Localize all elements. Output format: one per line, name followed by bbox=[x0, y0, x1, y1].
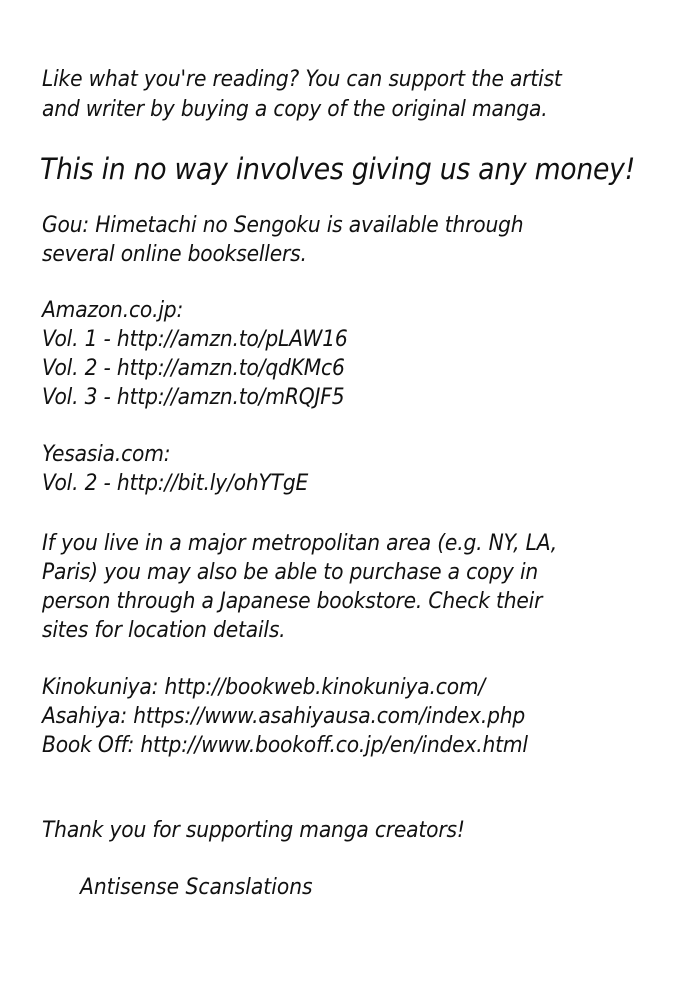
signature: Antisense Scanslations bbox=[80, 875, 313, 900]
metro-line-3: person through a Japanese bookstore. Check their bbox=[42, 589, 543, 614]
store-kinokuniya-link[interactable]: Kinokuniya: http://bookweb.kinokuniya.com/ bbox=[42, 675, 486, 700]
metro-line-2: Paris) you may also be able to purchase a copy in bbox=[42, 560, 539, 585]
amazon-heading: Amazon.co.jp: bbox=[42, 298, 184, 323]
yesasia-heading: Yesasia.com: bbox=[42, 442, 171, 467]
amazon-vol3-link[interactable]: Vol. 3 - http://amzn.to/mRQJF5 bbox=[42, 385, 345, 410]
store-asahiya-link[interactable]: Asahiya: https://www.asahiyausa.com/index.php bbox=[42, 704, 526, 729]
headline: This in no way involves giving us any money! bbox=[40, 152, 636, 186]
store-bookoff-link[interactable]: Book Off: http://www.bookoff.co.jp/en/index.html bbox=[42, 733, 528, 758]
yesasia-vol2-link[interactable]: Vol. 2 - http://bit.ly/ohYTgE bbox=[42, 471, 309, 496]
amazon-vol2-link[interactable]: Vol. 2 - http://amzn.to/qdKMc6 bbox=[42, 356, 345, 381]
thanks-message: Thank you for supporting manga creators! bbox=[42, 818, 465, 843]
intro-line-1: Like what you're reading? You can support the artist bbox=[42, 67, 562, 92]
metro-line-1: If you live in a major metropolitan area (e.g. NY, LA, bbox=[42, 531, 558, 556]
availability-line-2: several online booksellers. bbox=[42, 242, 307, 267]
metro-line-4: sites for location details. bbox=[42, 618, 286, 643]
amazon-vol1-link[interactable]: Vol. 1 - http://amzn.to/pLAW16 bbox=[42, 327, 348, 352]
intro-line-2: and writer by buying a copy of the original manga. bbox=[42, 97, 548, 122]
availability-line-1: Gou: Himetachi no Sengoku is available through bbox=[42, 213, 524, 238]
